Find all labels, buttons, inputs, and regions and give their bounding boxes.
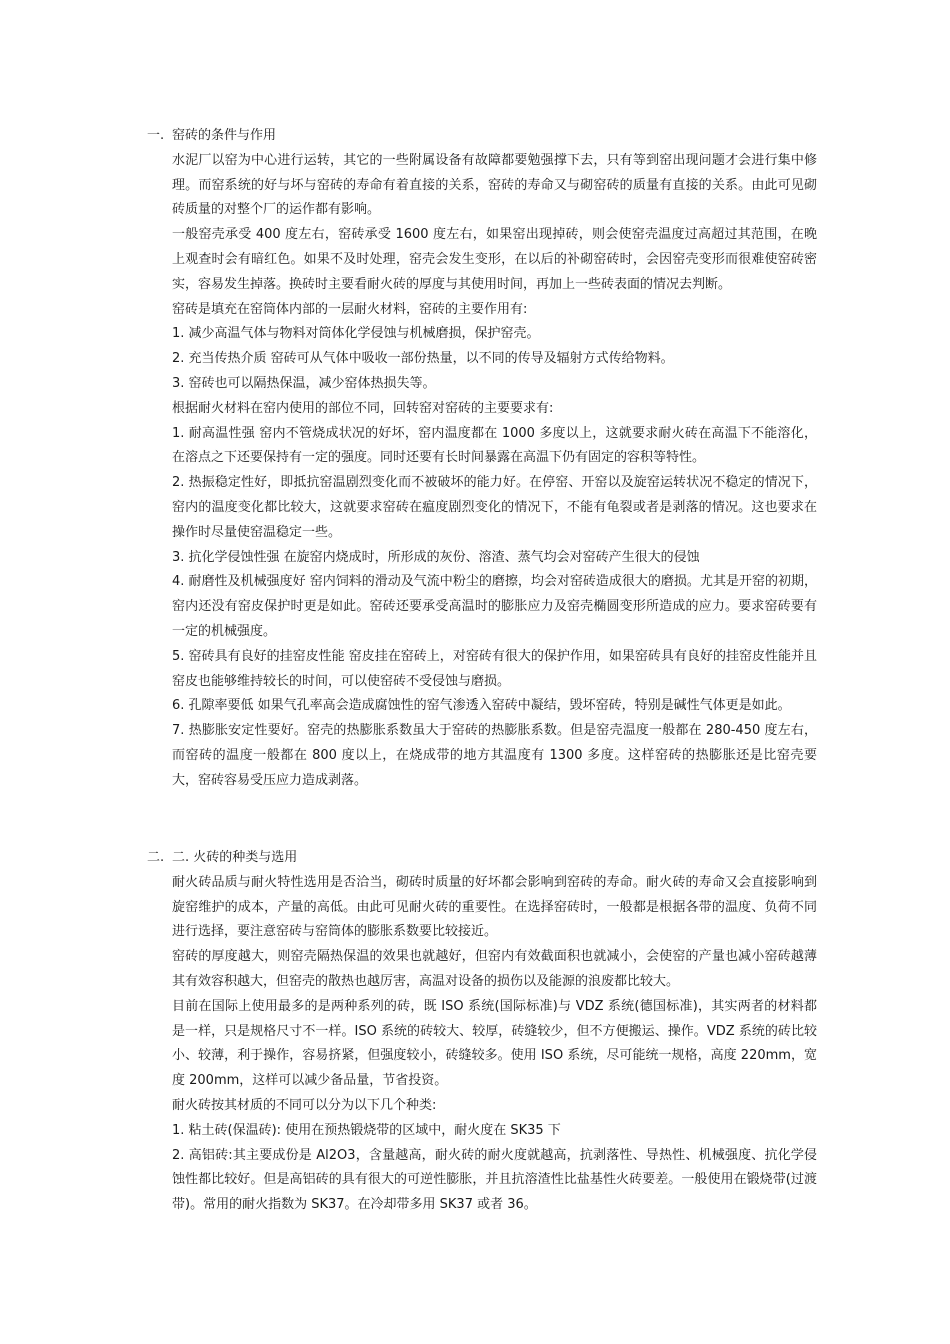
list-item: 1. 粘土砖(保温砖): 使用在预热锻烧带的区域中，耐火度在 SK35 下 <box>172 1122 561 1138</box>
list-item: 4. 耐磨性及机械强度好 窑内饲料的滑动及气流中粉尘的磨擦，均会对窑砖造成很大的磨损。尤其是开窑的初期，窑内还没有窑皮保护时更是如此。窑砖还要承受高温时的膨胀应力及窑壳椭圆变形所造成的应力。要求窑砖要有一定的机械强度。 <box>172 574 817 639</box>
list-item: 2. 充当传热介质 窑砖可从气体中吸收一部份热量，以不同的传导及辐射方式传给物料。 <box>172 351 674 367</box>
paragraph: 窑砖是填充在窑筒体内部的一层耐火材料，窑砖的主要作用有: <box>172 301 528 317</box>
list-item: 1. 减少高温气体与物料对筒体化学侵蚀与机械磨损，保护窑壳。 <box>172 326 540 342</box>
list-item: 6. 孔隙率要低 如果气孔率高会造成腐蚀性的窑气渗透入窑砖中凝结，毁坏窑砖，特别是碱性气体更是如此。 <box>172 698 791 714</box>
section-number: 一. <box>147 128 165 143</box>
paragraph: 根据耐火材料在窑内使用的部位不同，回转窑对窑砖的主要要求有: <box>172 400 554 416</box>
paragraph: 目前在国际上使用最多的是两种系列的砖，既 ISO 系统(国际标准)与 VDZ 系统(德国标准)，其实两者的材料都是一样，只是规格尺寸不一样。ISO 系统的砖较大、较厚，砖缝较少，但不方便搬运、操作。VDZ 系统的砖比较小、较薄，利于操作，容易挤紧，但强度较小，砖缝较多。使用 ISO 系统，尽可能统一规格，高度 220mm，宽度 200mm，这样可以减少备品量，节省投资。 <box>172 998 817 1089</box>
section-title: 窑砖的条件与作用 <box>172 128 277 143</box>
list-item: 2. 高铝砖:其主要成份是 Al2O3，含量越高，耐火砖的耐火度就越高，抗剥落性、导热性、机械强度、抗化学侵蚀性都比较好。但是高铝砖的具有很大的可逆性膨胀，并且抗溶渣性比盐基性火砖要差。一般使用在锻烧带(过渡带)。常用的耐火指数为 SK37。在冷却带多用 SK37 或者 36。 <box>172 1147 817 1213</box>
list-item: 5. 窑砖具有良好的挂窑皮性能 窑皮挂在窑砖上，对窑砖有很大的保护作用，如果窑砖具有良好的挂窑皮性能并且窑皮也能够维持较长的时间，可以使窑砖不受侵蚀与磨损。 <box>172 648 817 689</box>
list-item: 7. 热膨胀安定性要好。窑壳的热膨胀系数虽大于窑砖的热膨胀系数。但是窑壳温度一般都在 280-450 度左右，而窑砖的温度一般都在 800 度以上，在烧成带的地方其温度有 1300 多度。这样窑砖的热膨胀还是比窑壳要大，窑砖容易受压应力造成剥落。 <box>172 723 817 788</box>
section-body <box>172 871 817 1218</box>
list-item: 1. 耐高温性强 窑内不管烧成状况的好坏，窑内温度都在 1000 多度以上，这就要求耐火砖在高温下不能溶化，在溶点之下还要保持有一定的强度。同时还要有长时间暴露在高温下仍有固定的容积等特性。 <box>172 425 817 466</box>
paragraph: 一般窑壳承受 400 度左右，窑砖承受 1600 度左右，如果窑出现掉砖，则会使窑壳温度过高超过其范围，在晚上观查时会有暗红色。如果不及时处理，窑壳会发生变形，在以后的补砌窑砖时，会因窑壳变形而很难使窑砖密实，容易发生掉落。换砖时主要看耐火砖的厚度与其使用时间，再加上一些砖表面的情况去判断。 <box>172 227 817 292</box>
paragraph: 窑砖的厚度越大，则窑壳隔热保温的效果也就越好，但窑内有效截面积也就减小，会使窑的产量也减小窑砖越薄其有效容积越大，但窑壳的散热也越厉害，高温对设备的损伤以及能源的浪废都比较大。 <box>172 949 817 989</box>
list-item: 3. 抗化学侵蚀性强 在旋窑内烧成时，所形成的灰份、溶渣、蒸气均会对窑砖产生很大的侵蚀 <box>172 549 700 565</box>
list-item: 3. 窑砖也可以隔热保温，减少窑体热损失等。 <box>172 375 436 391</box>
section-body <box>172 149 817 794</box>
section-title: 二. 火砖的种类与选用 <box>172 850 298 865</box>
list-item: 2. 热振稳定性好，即抵抗窑温剧烈变化而不被破坏的能力好。在停窑、开窑以及旋窑运转状况不稳定的情况下，窑内的温度变化都比较大，这就要求窑砖在瘟度剧烈变化的情况下，不能有龟裂或者是剥落的情况。这也要求在操作时尽量使窑温稳定一些。 <box>172 475 817 540</box>
paragraph: 耐火砖按其材质的不同可以分为以下几个种类: <box>172 1097 437 1113</box>
paragraph: 耐火砖品质与耐火特性选用是否洽当，砌砖时质量的好坏都会影响到窑砖的寿命。耐火砖的寿命又会直接影响到旋窑维护的成本，产量的高低。由此可见耐火砖的重要性。在选择窑砖时，一般都是根据各带的温度、负荷不同进行选择，要注意窑砖与窑筒体的膨胀系数要比较接近。 <box>172 874 817 940</box>
section-number: 二. <box>147 850 165 865</box>
paragraph: 水泥厂以窑为中心进行运转，其它的一些附属设备有故障都要勉强撑下去，只有等到窑出现问题才会进行集中修理。而窑系统的好与坏与窑砖的寿命有着直接的关系，窑砖的寿命又与砌窑砖的质量有直接的关系。由此可见砌砖质量的对整个厂的运作都有影响。 <box>172 152 817 218</box>
